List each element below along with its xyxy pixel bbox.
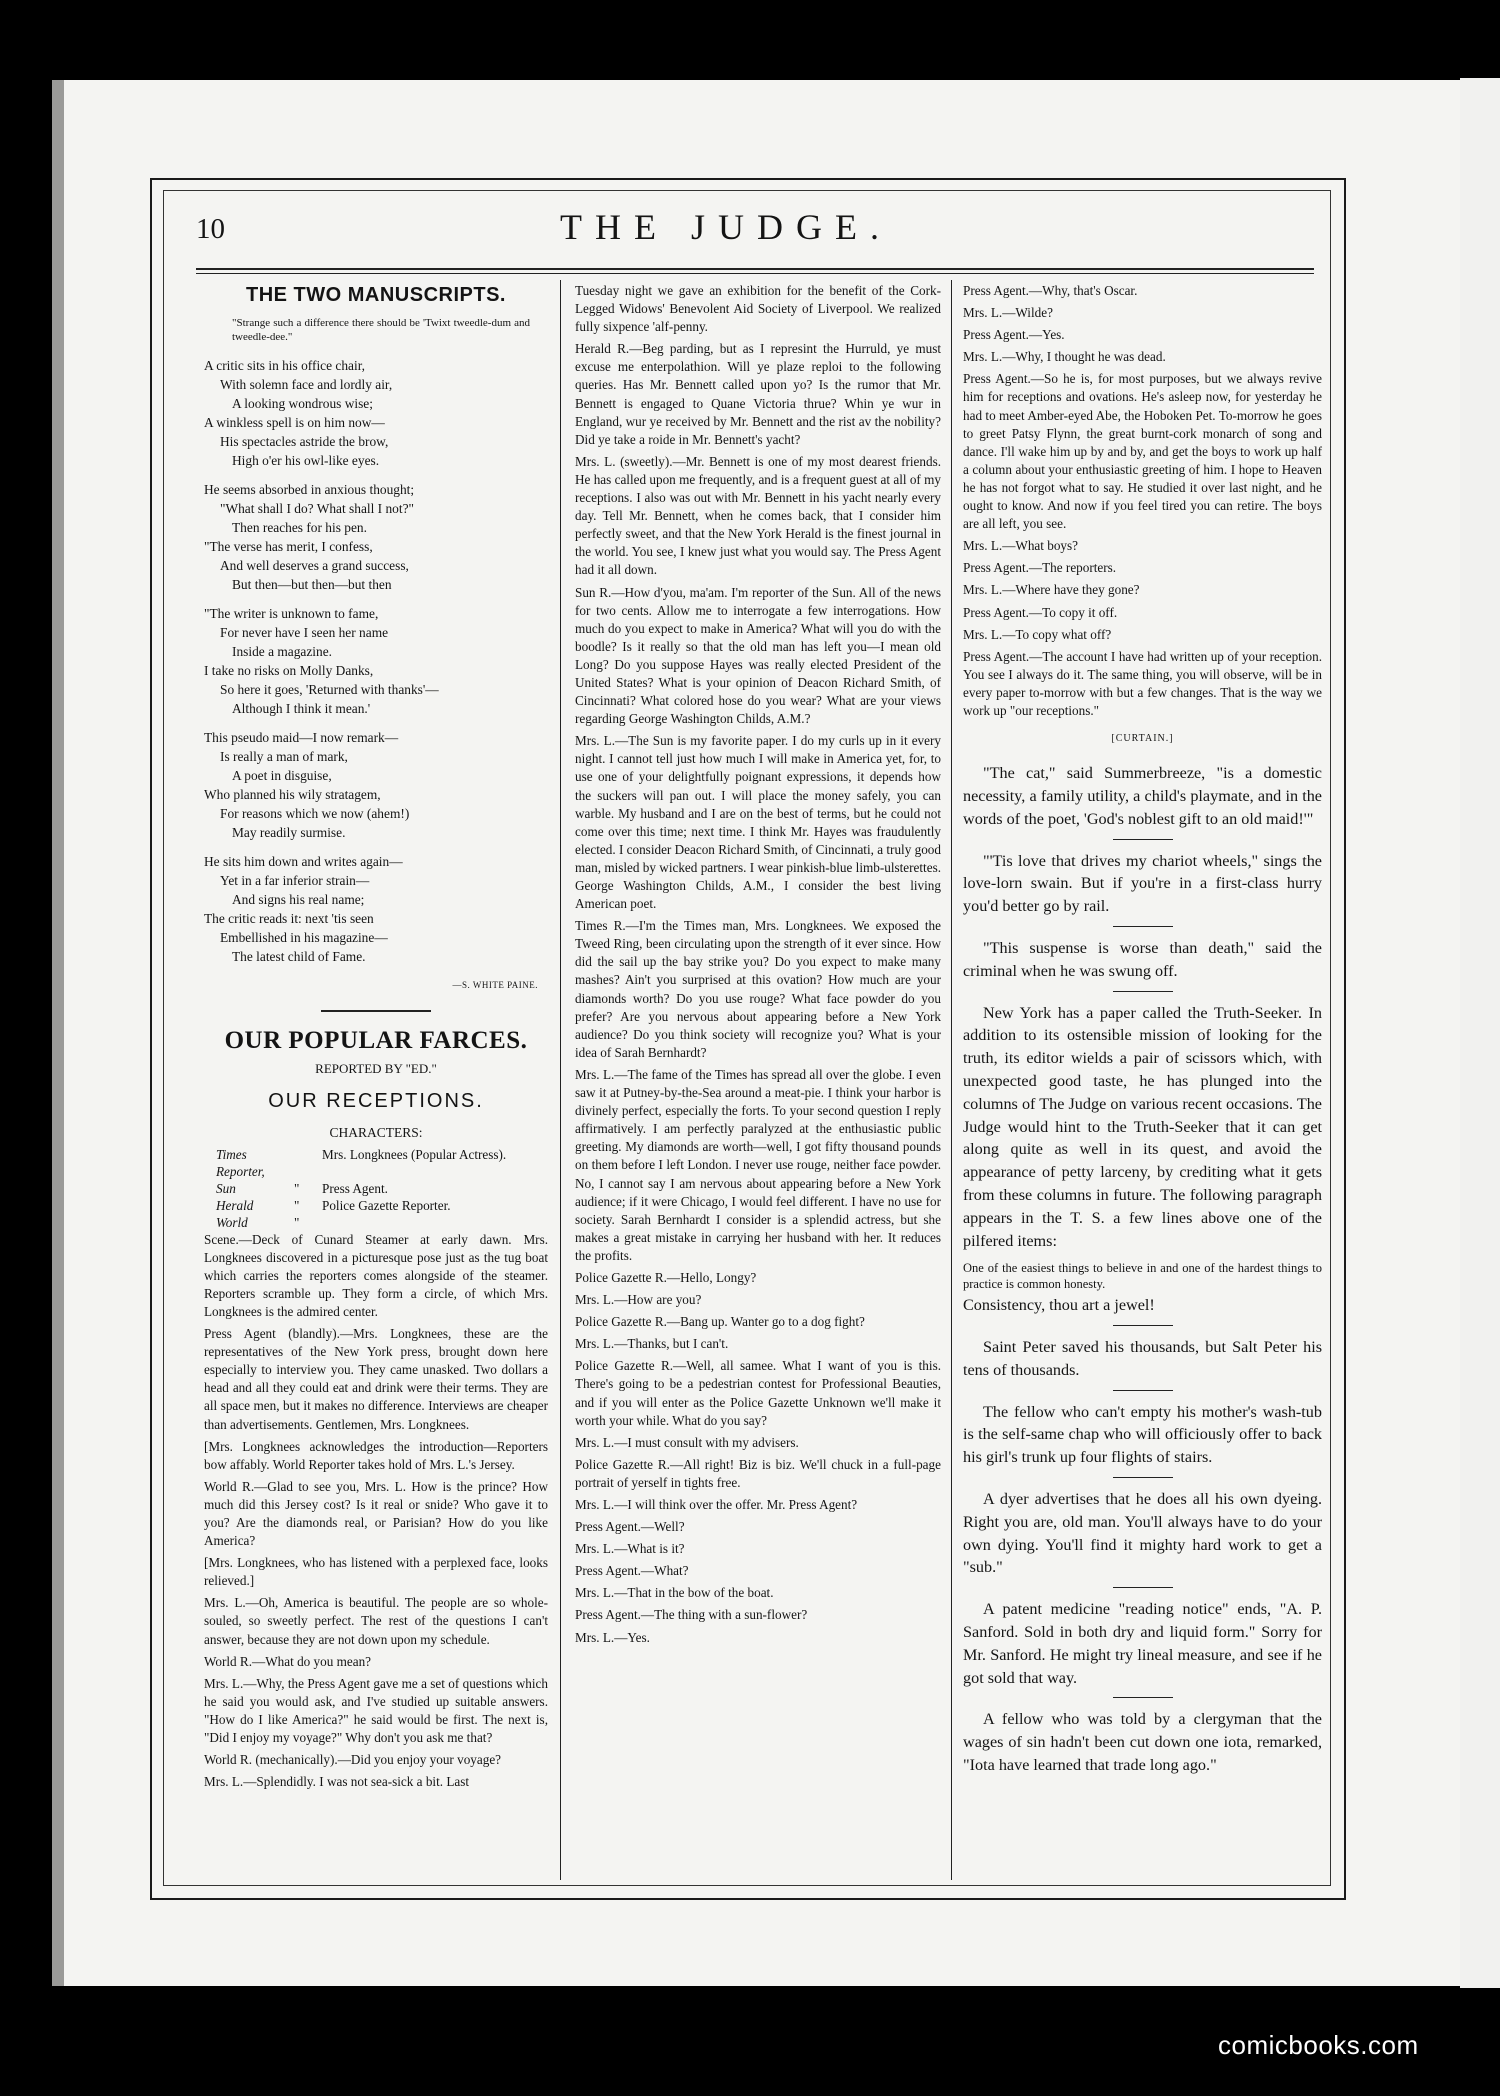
column-1 [204, 282, 548, 1795]
page-gutter-shadow [52, 80, 64, 1986]
poem-epigraph: "Strange such a difference there should be 'Twixt tweedle-dum and tweedle-dee." [232, 317, 530, 344]
poem-line: Inside a magazine. [232, 644, 333, 660]
masthead-rule-thick [196, 268, 1314, 270]
dialogue-paragraph: Mrs. L. (sweetly).—Mr. Bennett is one of my most dearest friends. He has called upon me frequently, and is a frequent guest at all of my receptions. I also was out with Mr. Bennett in his yacht nearly every day. Tell Mr. Bennett, when he comes back, that I consider him perfectly sweet, and that the New York Herald is the finest journal in the world. You see, I knew just what you would say. The Press Agent had it all down. [575, 453, 941, 578]
dialogue-paragraph: Police Gazette R.—Well, all samee. What I want of you is this. There's going to be a pedestrian contest for Professional Beauties, and if you will enter as the Police Gazette Unknown we'll make it worth your while. What do you say? [575, 1358, 941, 1428]
poem-line: He seems absorbed in anxious thought; [204, 482, 415, 498]
section-divider [321, 1010, 431, 1012]
dialogue-paragraph: Mrs. L.—What is it? [575, 1541, 685, 1557]
poem-line: "The writer is unknown to fame, [204, 606, 379, 622]
dialogue-paragraph: Times R.—I'm the Times man, Mrs. Longknees. We exposed the Tweed Ring, been circulating upon the strength of it ever since. How did the sail up the bay strike you? Do you expect to make many mashes? Ain't you surprised at this ovation? How much are your diamonds worth? Do you use rouge? What face powder do you prefer? Are you nervous about appearing before a New York audience? Do you think society will recognize you? What is your idea of Sarah Bernhardt? [575, 918, 941, 1060]
paragraph-divider [1113, 1325, 1173, 1326]
poem-line: The critic reads it: next 'tis seen [204, 911, 374, 927]
poem-line: High o'er his owl-like eyes. [232, 453, 380, 469]
cast-role: Sun [216, 1180, 236, 1196]
cast-role: World [216, 1214, 248, 1230]
dialogue-paragraph: Mrs. L.—Why, I thought he was dead. [963, 349, 1166, 365]
cast-role: Herald [216, 1197, 254, 1213]
column-divider-2 [951, 280, 952, 1880]
poem-line: A looking wondrous wise; [232, 396, 373, 412]
poem-line: Embellished in his magazine— [220, 930, 388, 946]
paragraph-divider [1113, 1477, 1173, 1478]
poem-line: A critic sits in his office chair, [204, 358, 365, 374]
poem-line: With solemn face and lordly air, [220, 377, 393, 393]
poem-stanza [204, 356, 548, 470]
poem-stanza [204, 728, 548, 842]
poem-signature: —S. WHITE PAINE. [452, 980, 538, 991]
poem-stanza [204, 604, 548, 718]
poem-line: "The verse has merit, I confess, [204, 539, 373, 555]
cast-ditto: " [294, 1197, 300, 1213]
poem-line: His spectacles astride the brow, [220, 434, 389, 450]
dialogue-paragraph: Mrs. L.—I will think over the offer. Mr. Press Agent? [575, 1497, 858, 1512]
dialogue-paragraph: Press Agent.—The thing with a sun-flower? [575, 1607, 808, 1623]
cast-row [204, 1214, 548, 1231]
dialogue-paragraph: Press Agent.—So he is, for most purposes, but we always revive him for receptions and ovations. He's asleep now, for yesterday he had to meet Amber-eyed Abe, the Hoboken Pet. To-morrow he goes to greet Patsy Flynn, the great burnt-cork monarch of song and dance. I'll wake him up by and by, and get the boys to work up half a column about your enthusiastic greeting of him. I hope to Heaven he has not forgot what to say. He studied it over last night, and he ought to know. And now if you feel tired you can retire. The boys are all left, you see. [963, 371, 1322, 532]
poem-line: "What shall I do? What shall I not?" [220, 501, 415, 517]
poem-stanzas [204, 356, 548, 966]
dialogue-paragraph: Police Gazette R.—Hello, Longy? [575, 1269, 757, 1285]
dialogue-paragraph: Police Gazette R.—All right! Biz is biz. We'll chuck in a full-page portrait of yerself in tights free. [575, 1456, 941, 1490]
dialogue-paragraph: Press Agent.—What? [575, 1563, 689, 1579]
poem-line: Is really a man of mark, [220, 749, 348, 765]
dialogue-paragraph: World R. (mechanically).—Did you enjoy your voyage? [204, 1752, 502, 1768]
dialogue-paragraph: Press Agent.—Well? [575, 1519, 685, 1535]
dialogue-paragraph: Herald R.—Beg parding, but as I represint the Hurruld, ye must excuse me enterpolathion. Will ye plaze reploi to the following queries. Has Mr. Bennett called upon yo? Is the rumor that Mr. Bennett is engaged to Quane Victoria thrue? Whin ye wur in England, wur ye received by Mr. Bennett and the rist av the nobility? Did ye take a roide in Mr. Bennett's yacht? [575, 341, 941, 447]
poem-line: So here it goes, 'Returned with thanks'— [220, 682, 439, 698]
humor-paragraph: A dyer advertises that he does all his own dyeing. Right you are, old man. You'll always have to do your own dying. You'll find it mighty hard work to get a "sub." [963, 1490, 1322, 1577]
paragraph-divider [1113, 1697, 1173, 1698]
page-number: 10 [196, 213, 225, 245]
humor-paragraphs [963, 762, 1322, 1777]
dialogue-paragraph: Mrs. L.—Why, the Press Agent gave me a set of questions which he said you would ask, and I've studied up suitable answers. "How do I like America?" he said would be first. The next is, "Did I enjoy my voyage?" Why don't you ask me that? [204, 1675, 548, 1745]
poem-line: A winkless spell is on him now— [204, 415, 385, 431]
dialogue-paragraph: Scene.—Deck of Cunard Steamer at early dawn. Mrs. Longknees discovered in a picturesque pose just as the tug boat which carries the reporters comes alongside of the steamer. Reporters scramble up. They form a circle, of which Mrs. Longknees is the admired center. [204, 1231, 548, 1319]
humor-paragraph: "The cat," said Summerbreeze, "is a domestic necessity, a family utility, a child's playmate, and in the words of the poet, 'God's noblest gift to an old maid!'" [963, 764, 1322, 828]
dialogue-paragraph: Press Agent.—Why, that's Oscar. [963, 283, 1138, 298]
paragraph-divider [1113, 1587, 1173, 1588]
column-3 [963, 282, 1322, 1785]
dialogue-paragraph: Mrs. L.—Oh, America is beautiful. The people are so whole-souled, so sweetly perfect. The rest of the questions I can't answer, because they are not down upon my schedule. [204, 1595, 548, 1647]
cast-role: Times Reporter, [216, 1146, 265, 1179]
humor-paragraph: "This suspense is worse than death," said the criminal when he was swung off. [963, 938, 1322, 980]
farces-subtitle: OUR RECEPTIONS. [268, 1090, 484, 1113]
humor-paragraph: One of the easiest things to believe in and one of the hardest things to practice is common honesty. [963, 1261, 1322, 1292]
cast-ditto: " [294, 1214, 300, 1230]
humor-paragraph: A patent medicine "reading notice" ends, "A. P. Sanford. Sold in both dry and liquid form." Sorry for Mr. Sanford. He might try lineal measure, and see if he got sold that way. [963, 1600, 1322, 1687]
column-2 [575, 282, 941, 1651]
cast-name: Police Gazette Reporter. [322, 1197, 451, 1213]
cast-row [204, 1197, 548, 1214]
poem-line: Then reaches for his pen. [232, 520, 367, 536]
dialogue-paragraph: Press Agent (blandly).—Mrs. Longknees, these are the representatives of the New York press, brought down here especially to interview you. They came unasked. Two dollars a head and all they could eat and drink were their terms. They are all space men, but it makes no difference. Interviews are cheaper than advertisements. Gentlemen, Mrs. Longknees. [204, 1326, 548, 1432]
poem-line: I take no risks on Molly Danks, [204, 663, 374, 679]
cast-name: Mrs. Longknees (Popular Actress). [322, 1146, 507, 1162]
characters-heading: CHARACTERS: [329, 1125, 423, 1141]
dialogue-paragraph: [Mrs. Longknees, who has listened with a perplexed face, looks relieved.] [204, 1555, 548, 1589]
masthead-title: THE JUDGE. [560, 207, 892, 247]
cast-row [204, 1180, 548, 1197]
facing-page-edge [1460, 78, 1500, 1988]
col1-dialogue [204, 1231, 548, 1792]
farces-title: OUR POPULAR FARCES. [224, 1027, 528, 1055]
poem-title: THE TWO MANUSCRIPTS. [246, 284, 506, 306]
dialogue-paragraph: World R.—What do you mean? [204, 1653, 372, 1669]
poem-stanza [204, 480, 548, 594]
humor-paragraph: A fellow who was told by a clergyman that the wages of sin hadn't been cut down one iota, remarked, "Iota have learned that trade long ago." [963, 1710, 1322, 1775]
dialogue-paragraph: Mrs. L.—Wilde? [963, 305, 1053, 321]
paragraph-divider [1113, 991, 1173, 992]
site-watermark: comicbooks.com [1218, 2030, 1419, 2060]
dialogue-paragraph: Police Gazette R.—Bang up. Wanter go to a dog fight? [575, 1314, 865, 1330]
paragraph-divider [1113, 839, 1173, 840]
poem-line: Yet in a far inferior strain— [220, 873, 370, 889]
poem-line: The latest child of Fame. [232, 949, 366, 965]
masthead-rule-thin [196, 273, 1314, 274]
humor-paragraph: The fellow who can't empty his mother's wash-tub is the self-same chap who will officiously offer to back his girl's trunk up four flights of stairs. [963, 1402, 1322, 1467]
paragraph-divider [1113, 1390, 1173, 1391]
cast-name: Press Agent. [322, 1180, 388, 1196]
poem-stanza [204, 852, 548, 966]
poem-line: And signs his real name; [232, 892, 365, 908]
col2-dialogue [575, 282, 941, 1647]
dialogue-paragraph: Mrs. L.—That in the bow of the boat. [575, 1585, 774, 1601]
poem-line: He sits him down and writes again— [204, 854, 403, 870]
col3-dialogue [963, 282, 1322, 720]
dialogue-paragraph: Mrs. L.—Thanks, but I can't. [575, 1336, 729, 1352]
paragraph-divider [1113, 926, 1173, 927]
poem-line: For never have I seen her name [220, 625, 389, 641]
dialogue-paragraph: Mrs. L.—What boys? [963, 538, 1079, 554]
dialogue-paragraph: Mrs. L.—I must consult with my advisers. [575, 1434, 799, 1450]
humor-paragraph: "'Tis love that drives my chariot wheels," sings the love-lorn swain. But if you're in a first-class hurry you'd better go by rail. [963, 851, 1322, 916]
dialogue-paragraph: Press Agent.—The account I have had written up of your reception. You see I always do it. The same thing, you will observe, will be in every paper to-morrow with but a few changes. That is the way we work up "our receptions." [963, 648, 1322, 718]
cast-ditto: " [294, 1180, 300, 1196]
poem-line: This pseudo maid—I now remark— [204, 730, 399, 746]
dialogue-paragraph: Mrs. L.—How are you? [575, 1292, 702, 1308]
poem-line: Who planned his wily stratagem, [204, 787, 381, 803]
dialogue-paragraph: Press Agent.—Yes. [963, 327, 1065, 343]
cast-row [204, 1146, 548, 1180]
dialogue-paragraph: Mrs. L.—Where have they gone? [963, 582, 1140, 598]
cast-ditto [294, 1146, 322, 1180]
poem-line: Although I think it mean.' [232, 701, 371, 717]
farces-byline: REPORTED BY "ED." [315, 1061, 437, 1077]
dialogue-paragraph: Tuesday night we gave an exhibition for the benefit of the Cork-Legged Widows' Benevolent Aid Society of Liverpool. We realized fully sixpence 'alf-penny. [575, 283, 941, 335]
dialogue-paragraph: [Mrs. Longknees acknowledges the introduction—Reporters bow affably. World Reporter takes hold of Mrs. L.'s Jersey. [204, 1438, 548, 1472]
poem-line: And well deserves a grand success, [220, 558, 409, 574]
dialogue-paragraph: Mrs. L.—To copy what off? [963, 626, 1112, 642]
dialogue-paragraph: Press Agent.—To copy it off. [963, 604, 1118, 620]
poem-line: A poet in disguise, [232, 768, 332, 784]
dialogue-paragraph: Mrs. L.—The Sun is my favorite paper. I do my curls up in it every night. I cannot tell just how much I will make in America yet, for, to use one of your delightfully poignant expressions, it depends how the suckers will pan out. I will place the money safely, you can warble. My husband and I are on the best of terms, but he could not come over this time; next time. I think Mr. Hayes was fraudulently elected. I consider Deacon Richard Smith, of Cincinnati, a truly good man, misled by wicked partners. I wear pinkish-blue limb-ulsterettes. George Washington Childs, A.M., I consider the best living American poet. [575, 733, 941, 912]
dialogue-paragraph: World R.—Glad to see you, Mrs. L. How is the prince? How much did this Jersey cost? Is it real or snide? Who gave it to you? Are the diamonds real, or Parisian? How do you like America? [204, 1478, 548, 1549]
poem-line: For reasons which we now (ahem!) [220, 806, 410, 822]
humor-paragraph: Saint Peter saved his thousands, but Salt Peter his tens of thousands. [963, 1338, 1322, 1379]
humor-paragraph: New York has a paper called the Truth-Seeker. In addition to its ostensible mission of looking for the truth, its editor wields a pair of scissors which, with unexpected good taste, he has plunged into the columns of The Judge on various recent occasions. The Judge would hint to the Truth-Seeker that it can get along quite as well in its quest, and avoid the appearance of petty larceny, by crediting what it gets from these columns in future. The following paragraph appears in the T. S. a few lines above one of the pilfered items: [963, 1003, 1322, 1250]
poem-line: But then—but then—but then [232, 577, 392, 593]
poem-line: May readily surmise. [232, 825, 346, 841]
column-divider-1 [560, 280, 561, 1880]
dialogue-paragraph: Mrs. L.—Splendidly. I was not sea-sick a bit. Last [204, 1774, 470, 1790]
dialogue-paragraph: Mrs. L.—Yes. [575, 1629, 650, 1645]
dialogue-paragraph: Press Agent.—The reporters. [963, 560, 1117, 576]
humor-paragraph: Consistency, thou art a jewel! [963, 1296, 1155, 1315]
cast-list [204, 1146, 548, 1231]
dialogue-paragraph: Mrs. L.—The fame of the Times has spread all over the globe. I even saw it at Putney-by-the-Sea around a meat-pie. I think your harbor is divinely perfect, especially the forts. To your second question I reply affirmatively. I am perfectly paralyzed at the enthusiastic public greeting. My diamonds are worth—well, I got fifty thousand pounds on them before I left London. I never use rouge, neither face powder. No, I cannot say I am nervous about appearing before a New York audience; if it were Chicago, I would feel different. I have no use for society. Sarah Bernhardt I consider is a splendid actress, but she makes a great mistake in carrying her husband with her. It reduces the profits. [575, 1066, 941, 1263]
dialogue-paragraph: Sun R.—How d'you, ma'am. I'm reporter of the Sun. All of the news for two cents. Allow me to interrogate a few interrogations. How much do you expect to make in America? What will you do with the boodle? Is it really so that the old man has left you—I mean old Long? Do you suppose Hayes was really elected President of the United States? What is your opinion of Deacon Richard Smith, of Cincinnati? What colored hose do you wear? What are your views regarding George Washington Childs, A.M.? [575, 584, 941, 727]
curtain-note: [CURTAIN.] [1111, 733, 1174, 745]
cast-name [322, 1214, 548, 1231]
